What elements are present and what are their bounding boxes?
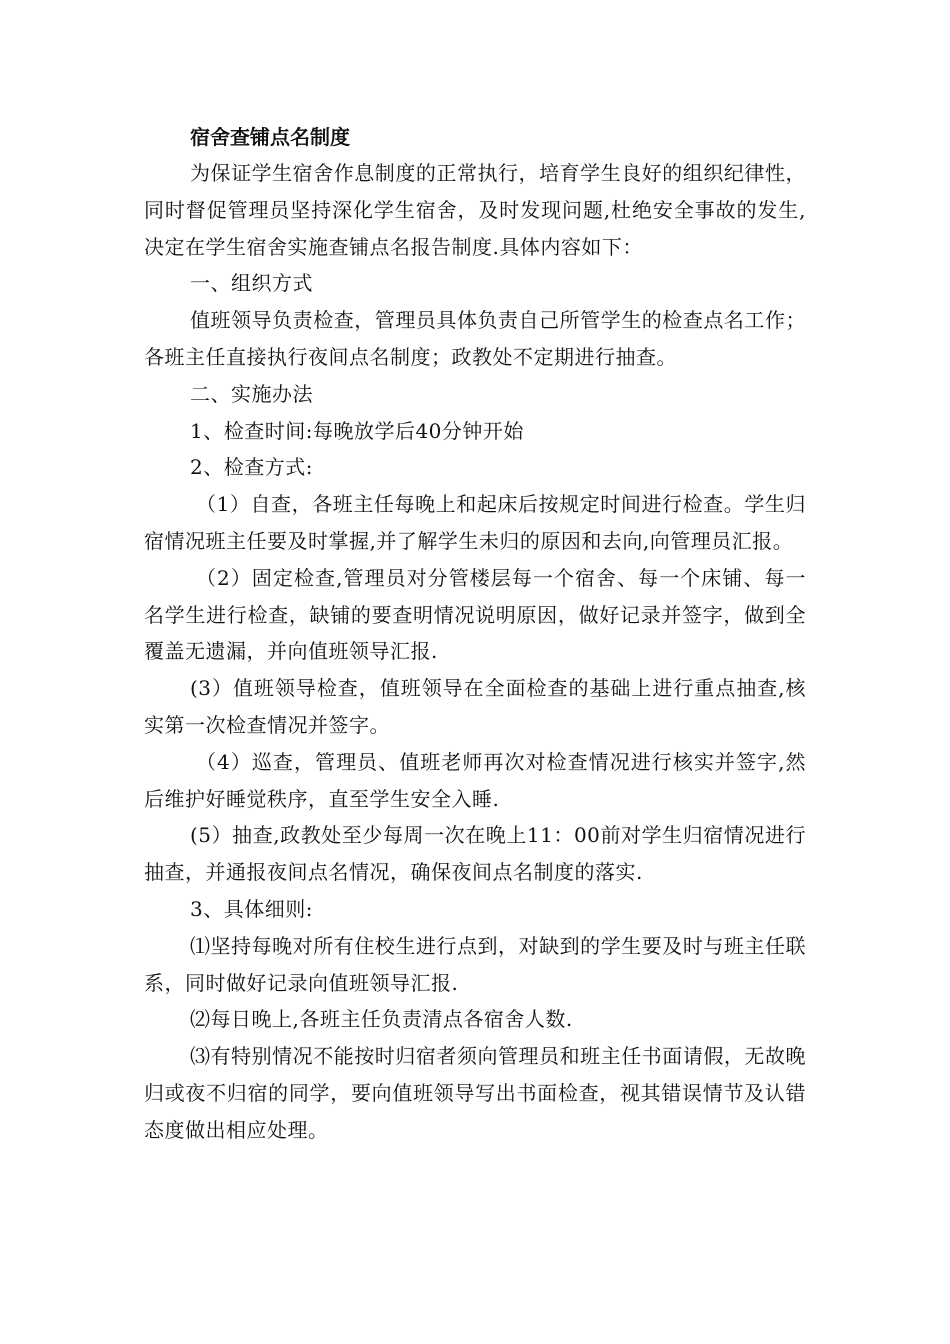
document-title: 宿舍查铺点名制度 [190,125,350,149]
check-method-item: 2、检查方式: [190,455,313,480]
detailed-rules-heading: 3、具体细则: [190,896,313,921]
spot-check-paragraph: (5）抽查,政教处至少每周一次在晚上11：00前对学生归宿情况进行抽查，并通报夜间点名情况，确保夜间点名制度的落实. [144,823,806,885]
organization-paragraph: 值班领导负责检查，管理员具体负责自己所管学生的检查点名工作；各班主任直接执行夜间点名制度；政教处不定期进行抽查。 [144,308,806,369]
patrol-check-paragraph: （4）巡查，管理员、值班老师再次对检查情况进行核实并签字,然后维护好睡觉秩序，直至学生安全入睡. [144,749,806,811]
check-time-item: 1、检查时间:每晚放学后40分钟开始 [190,418,524,443]
rule-item-1: ⑴坚持每晚对所有住校生进行点到，对缺到的学生要及时与班主任联系，同时做好记录向值班领导汇报. [144,933,806,995]
rule-item-2: ⑵每日晚上,各班主任负责清点各宿舍人数. [190,1007,573,1032]
intro-paragraph: 为保证学生宿舍作息制度的正常执行，培育学生良好的组织纪律性，同时督促管理员坚持深化学生宿舍，及时发现问题,杜绝安全事故的发生,决定在学生宿舍实施查铺点名报告制度.具体内容如下： [144,161,806,259]
self-check-paragraph: （1）自查，各班主任每晚上和起床后按规定时间进行检查。学生归宿情况班主任要及时掌握,并了解学生未归的原因和去向,向管理员汇报。 [144,492,806,553]
rule-item-3: ⑶有特别情况不能按时归宿者须向管理员和班主任书面请假，无故晚归或夜不归宿的同学，要向值班领导写出书面检查，视其错误情节及认错态度做出相应处理。 [144,1044,806,1142]
leader-check-paragraph: (3）值班领导检查，值班领导在全面检查的基础上进行重点抽查,核实第一次检查情况并签字。 [144,676,806,737]
fixed-check-paragraph: （2）固定检查,管理员对分管楼层每一个宿舍、每一个床铺、每一名学生进行检查，缺铺的要查明情况说明原因，做好记录并签字，做到全覆盖无遗漏，并向值班领导汇报. [144,565,806,664]
section-heading-organization: 一、组织方式 [190,271,313,296]
document-body [144,119,806,1149]
section-heading-implementation: 二、实施办法 [190,381,313,406]
